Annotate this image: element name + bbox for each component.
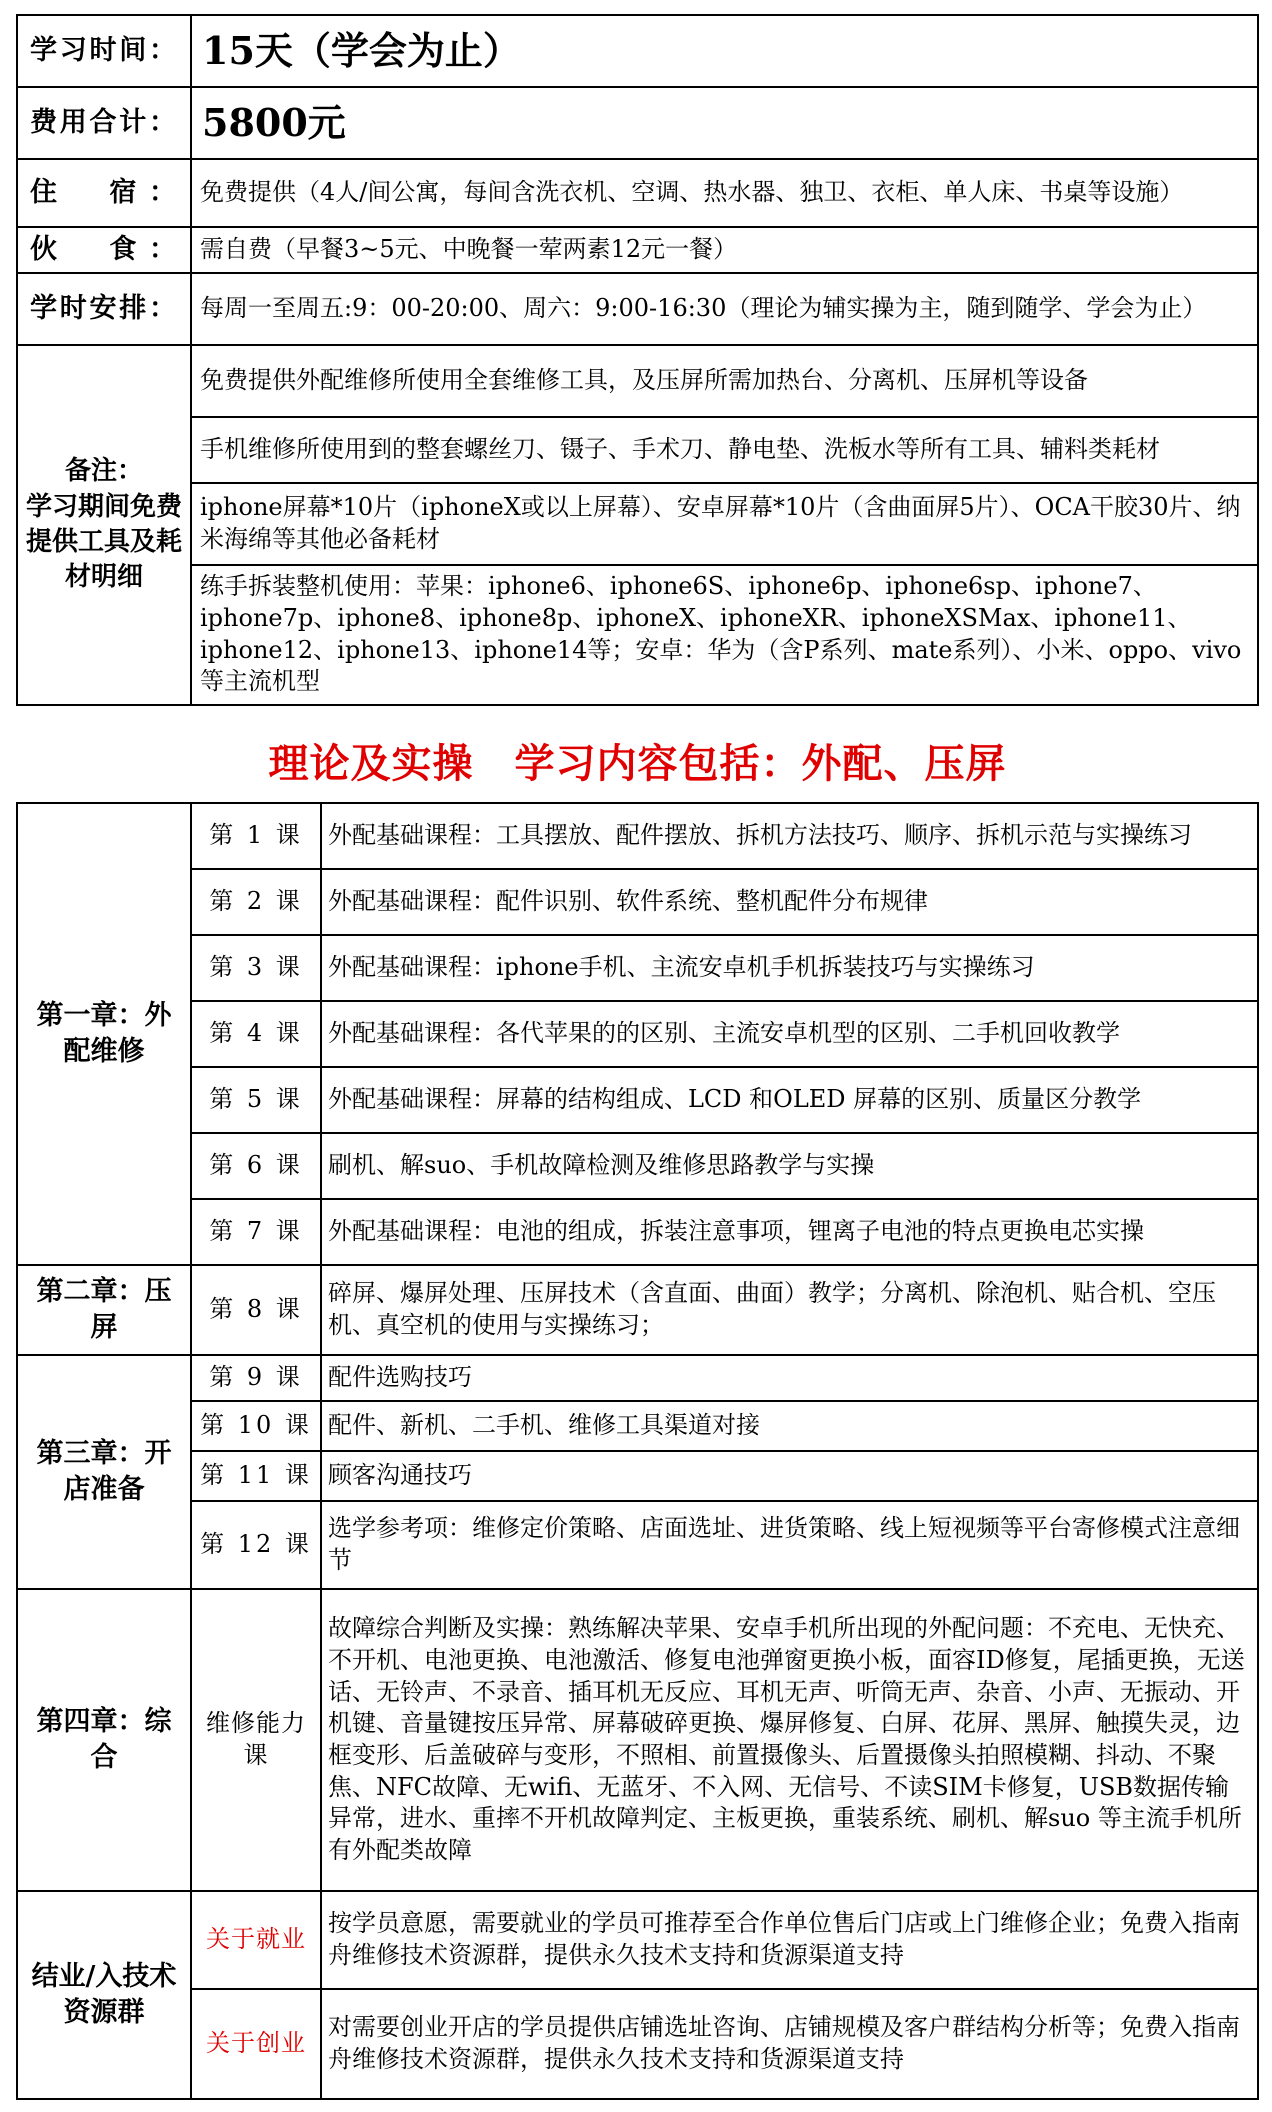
lesson-content: 外配基础课程：屏幕的结构组成、LCD 和OLED 屏幕的区别、质量区分教学 [321,1067,1258,1133]
lesson-row [17,1001,1258,1067]
lesson-content: 外配基础课程：各代苹果的的区别、主流安卓机型的区别、二手机回收教学 [321,1001,1258,1067]
lesson-row [17,1501,1258,1589]
chapter-2-title: 第二章：压屏 [17,1265,191,1355]
lodging-value: 免费提供（4人/间公寓，每间含洗衣机、空调、热水器、独卫、衣柜、单人床、书桌等设施） [191,159,1258,227]
startup-content: 对需要创业开店的学员提供店铺选址咨询、店铺规模及客户群结构分析等；免费入指南舟维修技术资源群，提供永久技术支持和货源渠道支持 [321,1989,1258,2099]
lesson-row [17,935,1258,1001]
startup-label: 关于创业 [191,1989,321,2099]
chapter-4-title: 第四章：综合 [17,1589,191,1891]
lesson-row [17,1067,1258,1133]
lesson-label: 第 1 课 [191,803,321,869]
lesson-row [17,1355,1258,1401]
employment-row [17,1891,1258,1989]
employment-label: 关于就业 [191,1891,321,1989]
remark-row-2 [17,417,1258,483]
lesson-content: 顾客沟通技巧 [321,1451,1258,1501]
lesson-label: 第 12 课 [191,1501,321,1589]
meals-row [17,227,1258,273]
fee-row [17,87,1258,159]
lesson-label: 第 5 课 [191,1067,321,1133]
remark-row-4 [17,565,1258,705]
remark-row-1 [17,345,1258,417]
lesson-content: 外配基础课程：iphone手机、主流安卓机手机拆装技巧与实操练习 [321,935,1258,1001]
schedule-label: 学时安排： [17,273,191,345]
lesson-content: 配件、新机、二手机、维修工具渠道对接 [321,1401,1258,1451]
schedule-value: 每周一至周五:9：00-20:00、周六：9:00-16:30（理论为辅实操为主，随到随学、学会为止） [191,273,1258,345]
remark-item: 免费提供外配维修所使用全套维修工具，及压屏所需加热台、分离机、压屏机等设备 [191,345,1258,417]
lesson-content: 配件选购技巧 [321,1355,1258,1401]
chapter-4-row [17,1589,1258,1891]
lesson-content: 刷机、解suo、手机故障检测及维修思路教学与实操 [321,1133,1258,1199]
course-section-banner: 理论及实操 学习内容包括：外配、压屏 [268,740,1007,787]
remark-label-line2: 学习期间免费提供工具及耗材明细 [25,491,182,592]
lesson-row [17,803,1258,869]
meals-value: 需自费（早餐3~5元、中晚餐一荤两素12元一餐） [191,227,1258,273]
schedule-row [17,273,1258,345]
lesson-row [17,869,1258,935]
chapter-5-title: 结业/入技术资源群 [17,1891,191,2099]
remark-label-line1: 备注： [64,456,143,487]
study-time-value: 15天（学会为止） [191,15,1258,87]
summary-table [16,14,1259,706]
lesson-label: 第 8 课 [191,1265,321,1355]
lesson-label: 维修能力课 [191,1589,321,1891]
study-time-row [17,15,1258,87]
remark-label [17,345,191,705]
remark-row-3 [17,483,1258,565]
lesson-label: 第 3 课 [191,935,321,1001]
lesson-label: 第 2 课 [191,869,321,935]
remark-item: iphone屏幕*10片（iphoneX或以上屏幕）、安卓屏幕*10片（含曲面屏5片）、OCA干胶30片、纳米海绵等其他必备耗材 [191,483,1258,565]
lodging-row [17,159,1258,227]
chapter-1-title: 第一章：外配维修 [17,803,191,1265]
lesson-content: 外配基础课程：工具摆放、配件摆放、拆机方法技巧、顺序、拆机示范与实操练习 [321,803,1258,869]
study-time-label: 学习时间： [17,15,191,87]
lesson-row [17,1451,1258,1501]
employment-content: 按学员意愿，需要就业的学员可推荐至合作单位售后门店或上门维修企业；免费入指南舟维修技术资源群，提供永久技术支持和货源渠道支持 [321,1891,1258,1989]
remark-item: 练手拆装整机使用：苹果：iphone6、iphone6S、iphone6p、iphone6sp、iphone7、iphone7p、iphone8、iphone8p、iphoneX、iphoneXR、iphoneXSMax、iphone11、iphone12、iphone13、iphone14等；安卓：华为（含P系列、mate系列）、小米、oppo、vivo等主流机型 [191,565,1258,705]
startup-row [17,1989,1258,2099]
lesson-label: 第 9 课 [191,1355,321,1401]
remark-item: 手机维修所使用到的整套螺丝刀、镊子、手术刀、静电垫、洗板水等所有工具、辅料类耗材 [191,417,1258,483]
lesson-label: 第 11 课 [191,1451,321,1501]
chapter-3-title: 第三章：开店准备 [17,1355,191,1589]
lesson-row [17,1133,1258,1199]
lodging-label: 住 宿： [17,159,191,227]
meals-label: 伙 食： [17,227,191,273]
lesson-content: 外配基础课程：电池的组成，拆装注意事项，锂离子电池的特点更换电芯实操 [321,1199,1258,1265]
fee-value: 5800元 [191,87,1258,159]
curriculum-table [16,802,1259,2100]
lesson-row [17,1265,1258,1355]
lesson-content: 选学参考项：维修定价策略、店面选址、进货策略、线上短视频等平台寄修模式注意细节 [321,1501,1258,1589]
lesson-label: 第 7 课 [191,1199,321,1265]
lesson-label: 第 6 课 [191,1133,321,1199]
lesson-content: 外配基础课程：配件识别、软件系统、整机配件分布规律 [321,869,1258,935]
lesson-row [17,1401,1258,1451]
fee-label: 费用合计： [17,87,191,159]
lesson-row [17,1199,1258,1265]
lesson-content: 故障综合判断及实操：熟练解决苹果、安卓手机所出现的外配问题：不充电、无快充、不开机、电池更换、电池激活、修复电池弹窗更换小板，面容ID修复，尾插更换，无送话、无铃声、不录音、插耳机无反应、耳机无声、听筒无声、杂音、小声、无振动、开机键、音量键按压异常、屏幕破碎更换、爆屏修复、白屏、花屏、黑屏、触摸失灵，边框变形、后盖破碎与变形，不照相、前置摄像头、后置摄像头拍照模糊、抖动、不聚焦、NFC故障、无wifi、无蓝牙、不入网、无信号、不读SIM卡修复，USB数据传输异常，进水、重摔不开机故障判定、主板更换，重装系统、刷机、解suo 等主流手机所有外配类故障 [321,1589,1258,1891]
lesson-label: 第 4 课 [191,1001,321,1067]
lesson-content: 碎屏、爆屏处理、压屏技术（含直面、曲面）教学；分离机、除泡机、贴合机、空压机、真空机的使用与实操练习； [321,1265,1258,1355]
lesson-label: 第 10 课 [191,1401,321,1451]
